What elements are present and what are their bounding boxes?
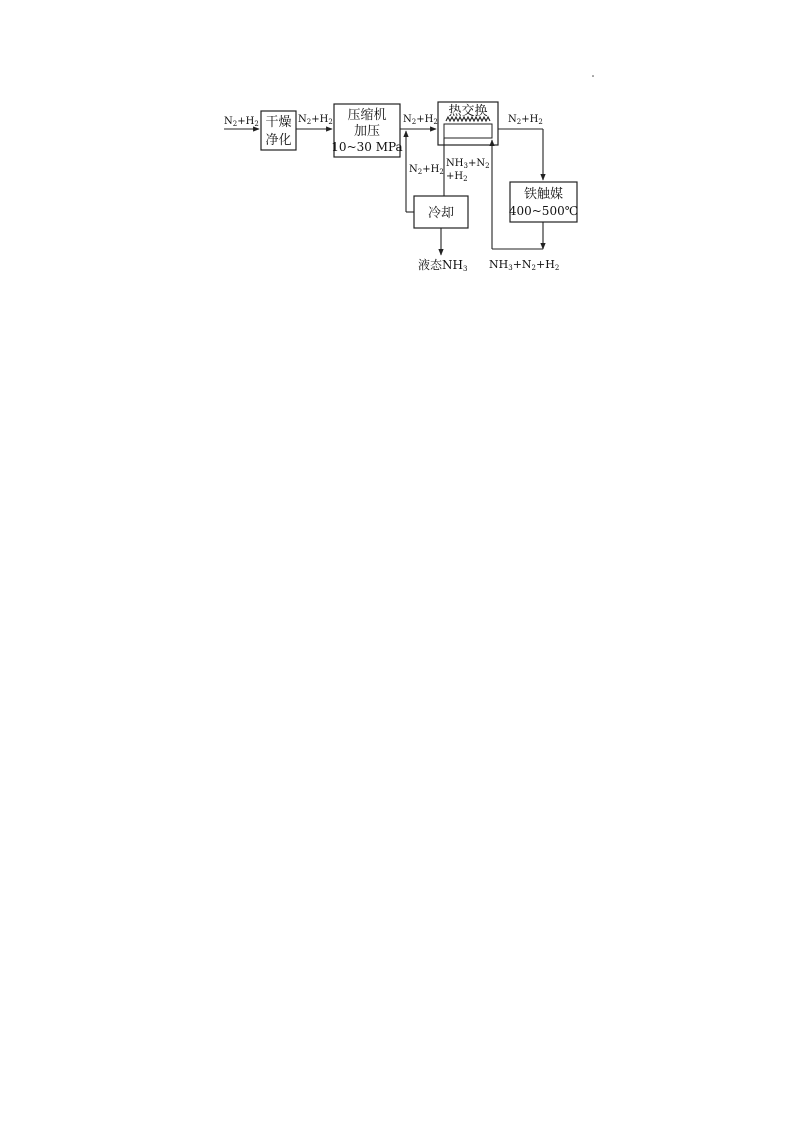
label-input-n2-h2: $N_2+H_2$ bbox=[224, 116, 259, 128]
label-nh3-mix-hx-line1: $NH_3+N_2$ bbox=[446, 158, 490, 170]
label-nh3-mix-out: NH3+N2+H2 bbox=[489, 258, 560, 272]
label-nh3-mix-hx-line2: $+H_2$ bbox=[446, 171, 468, 183]
dry-box-line1: 干燥 bbox=[265, 115, 292, 130]
catalyst-box-line1: 铁触媒 bbox=[523, 187, 564, 202]
label-recycle-n2-h2: $N_2+H_2$ bbox=[409, 164, 444, 176]
stray-dot bbox=[592, 75, 594, 77]
dry-purify-box bbox=[261, 111, 296, 150]
iron-catalyst-box bbox=[509, 182, 578, 222]
compressor-box-line3: 10~30 MPa bbox=[331, 140, 403, 154]
label-after-compressor-n2-h2: $N_2+H_2$ bbox=[403, 114, 438, 126]
cooling-box bbox=[414, 196, 468, 228]
label-liquid-nh3: 液态NH3 bbox=[418, 258, 468, 273]
label-after-hx-n2-h2: $N_2+H_2$ bbox=[508, 114, 543, 126]
compressor-box-line2: 加压 bbox=[353, 124, 381, 139]
dry-box-line2: 净化 bbox=[265, 133, 292, 148]
heat-exchange-box bbox=[438, 102, 498, 145]
compressor-box bbox=[331, 104, 402, 157]
compressor-box-line1: 压缩机 bbox=[347, 108, 387, 123]
cooling-box-label: 冷却 bbox=[427, 206, 455, 221]
heat-exchange-title: 热交换 bbox=[448, 104, 488, 119]
catalyst-box-line2: 400~500℃ bbox=[508, 204, 579, 218]
label-after-dry-n2-h2: $N_2+H_2$ bbox=[298, 114, 333, 126]
